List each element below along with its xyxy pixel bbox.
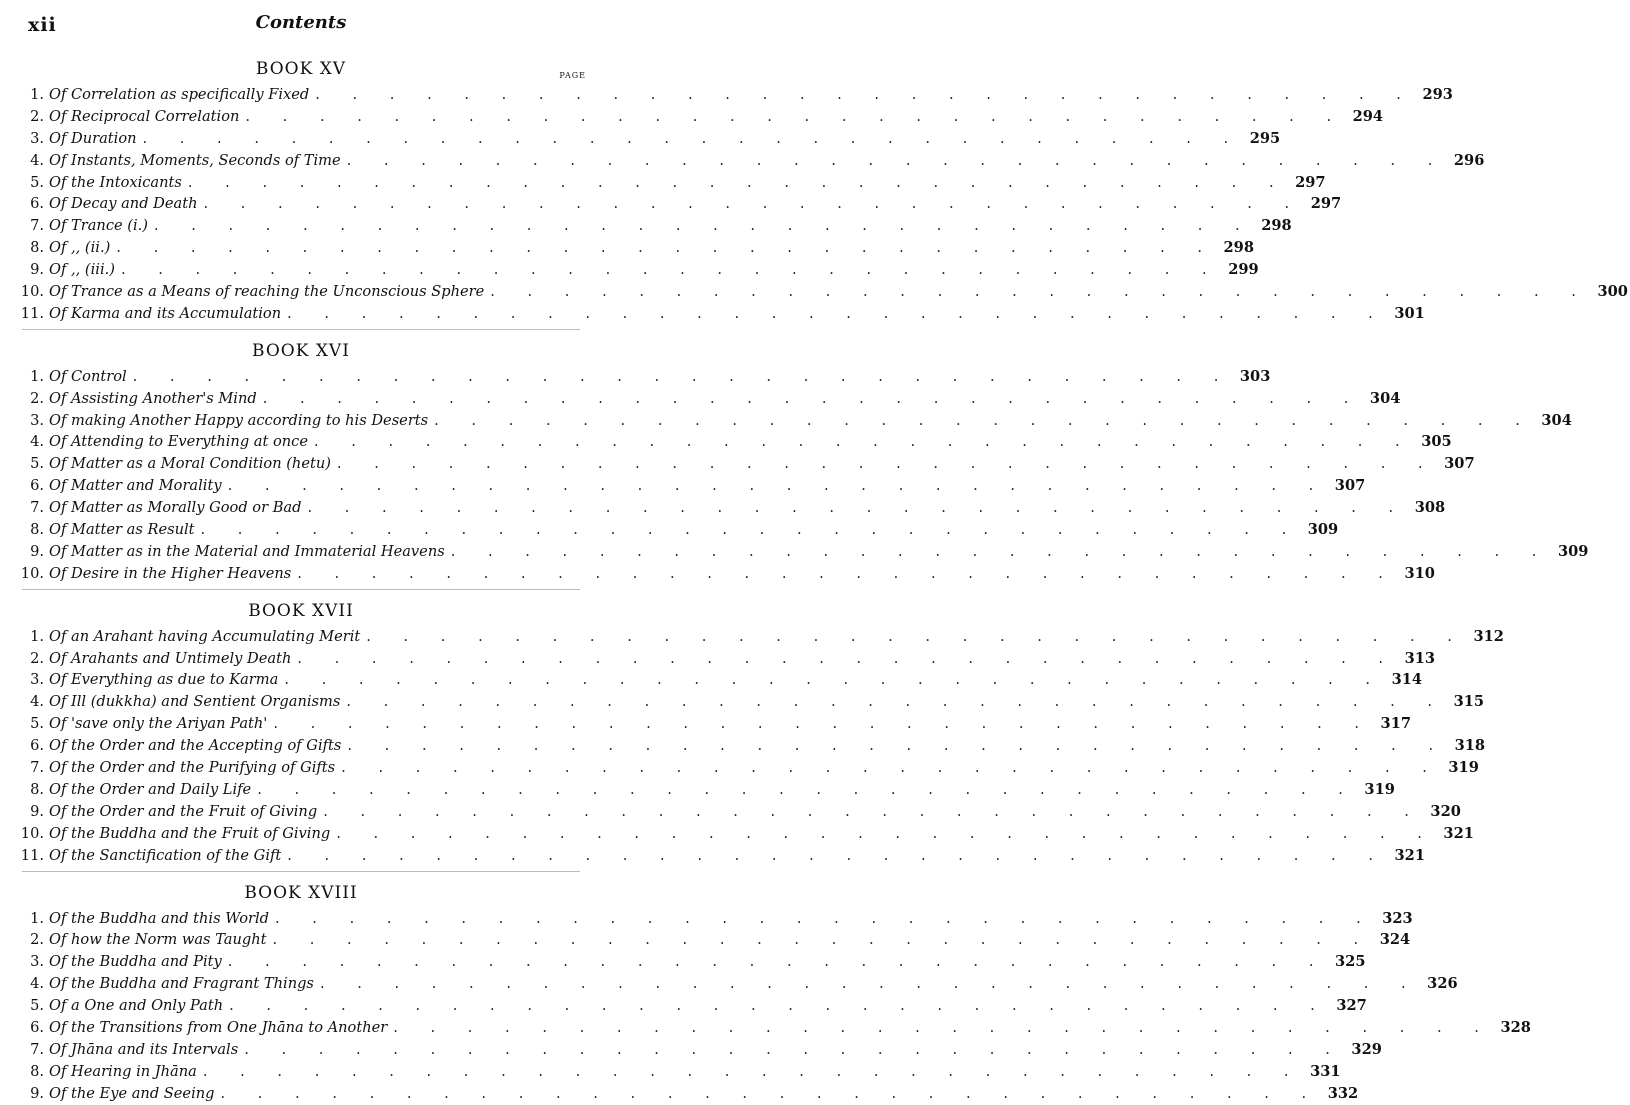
entry-title: Of ,, (ii.): [49, 239, 111, 257]
toc-entry: [14, 735, 1486, 757]
toc-books: [14, 54, 1628, 1105]
entry-title: Of the Order and Daily Life: [49, 780, 252, 798]
toc-entry: [14, 388, 1401, 410]
entry-number: 5.: [30, 715, 44, 733]
entry-page-number: 329: [1351, 1040, 1382, 1058]
toc-entry: [14, 150, 1485, 172]
toc-entry: [14, 1061, 1341, 1083]
book-heading: [14, 878, 588, 908]
dot-leader: . . . . . . . . . . . . . . . . . . . . . . . . . . . . . .: [314, 433, 1414, 451]
dot-leader: . . . . . . . . . . . . . . . . . . . . . . . . . . . . . .: [244, 1040, 1344, 1058]
dot-leader: . . . . . . . . . . . . . . . . . . . . . . . . . . . . . .: [346, 151, 1447, 169]
entry-number: 5.: [30, 173, 44, 191]
toc-entry: [14, 648, 1436, 670]
toc-entry: [14, 1017, 1531, 1039]
entry-title: Of Everything as due to Karma: [49, 671, 279, 689]
toc-entry: [14, 951, 1366, 973]
dot-leader: . . . . . . . . . . . . . . . . . . . . . . . . . . . . . .: [272, 931, 1373, 949]
entry-number: 4.: [30, 433, 44, 451]
book-section: [14, 871, 1531, 1105]
dot-leader: . . . . . . . . . . . . . . . . . . . . . . . . . . . . . .: [262, 389, 1363, 407]
entry-title: Of Matter and Morality: [49, 477, 222, 495]
dot-leader: . . . . . . . . . . . . . . . . . . . . . . . . . . . . . .: [347, 737, 1448, 755]
entry-title: Of Decay and Death: [49, 195, 198, 213]
entry-number: 11.: [20, 846, 44, 864]
entry-title: Of how the Norm was Taught: [49, 931, 267, 949]
toc-entry: [14, 626, 1504, 648]
book-heading: [14, 54, 588, 84]
toc-entry: [14, 669, 1423, 691]
entry-page-number: 294: [1352, 107, 1384, 125]
entry-title: Of Matter as a Moral Condition (hetu): [49, 455, 331, 473]
entry-page-number: 295: [1249, 129, 1281, 147]
entry-number: 3.: [30, 411, 44, 429]
toc-entry: [14, 366, 1271, 388]
entry-page-number: 310: [1404, 564, 1435, 582]
toc-entry: [14, 1083, 1359, 1105]
toc-entry: [14, 713, 1412, 735]
section-divider: [22, 589, 580, 590]
entry-page-number: 326: [1427, 975, 1458, 993]
dot-leader: . . . . . . . . . . . . . . . . . . . . . . . . . . . . . .: [200, 521, 1301, 539]
entry-number: 10.: [20, 564, 44, 582]
dot-leader: . . . . . . . . . . . . . . . . . . . . . . . . . . . . . .: [336, 455, 1437, 473]
dot-leader: . . . . . . . . . . . . . . . . . . . . . . . . . . . . . .: [116, 239, 1216, 257]
entry-number: 5.: [30, 455, 44, 473]
book-section: [14, 54, 1628, 325]
section-divider: [22, 329, 580, 330]
entry-page-number: 309: [1557, 542, 1589, 560]
book-section: [14, 589, 1504, 867]
entry-title: Of Desire in the Higher Heavens: [49, 564, 292, 582]
entry-number: 4.: [30, 693, 44, 711]
entry-title: Of the Sanctification of the Gift: [49, 846, 282, 864]
entry-page-number: 297: [1295, 173, 1326, 191]
entry-title: Of Correlation as specifically Fixed: [49, 86, 310, 103]
entry-page-number: 321: [1443, 824, 1474, 842]
dot-leader: . . . . . . . . . . . . . . . . . . . . . . . . . . . . . .: [142, 129, 1243, 147]
entry-number: 9.: [30, 261, 44, 279]
toc-entry: [14, 995, 1367, 1017]
entry-number: 2.: [30, 107, 44, 125]
entry-number: 3.: [30, 129, 44, 147]
entry-number: 7.: [30, 217, 44, 235]
entry-title: Of Control: [49, 367, 127, 385]
dot-leader: . . . . . . . . . . . . . . . . . . . . . . . . . . . . . .: [153, 217, 1254, 235]
entry-page-number: 331: [1310, 1062, 1341, 1080]
dot-leader: . . . . . . . . . . . . . . . . . . . . . . . . . . . . . .: [132, 367, 1233, 385]
entry-title: Of a One and Only Path: [49, 997, 224, 1015]
dot-leader: . . . . . . . . . . . . . . . . . . . . . . . . . . . . . .: [450, 542, 1551, 560]
dot-leader: . . . . . . . . . . . . . . . . . . . . . . . . . . . . . .: [202, 1062, 1303, 1080]
entry-page-number: 300: [1597, 283, 1628, 301]
entry-title: Of Jhāna and its Intervals: [49, 1040, 239, 1058]
running-title: Contents: [255, 12, 347, 33]
entry-title: Of an Arahant having Accumulating Merit: [49, 627, 361, 645]
entry-page-number: 317: [1380, 715, 1412, 733]
entry-title: Of Attending to Everything at once: [49, 433, 308, 451]
page-number: xii: [28, 14, 57, 36]
dot-leader: . . . . . . . . . . . . . . . . . . . . . . . . . . . . . .: [323, 802, 1423, 820]
toc-entry: [14, 431, 1452, 453]
dot-leader: . . . . . . . . . . . . . . . . . . . . . . . . . . . . . .: [227, 953, 1328, 971]
dot-leader: . . . . . . . . . . . . . . . . . . . . . . . . . . . . . .: [275, 909, 1375, 927]
entry-number: 1.: [30, 909, 44, 927]
section-divider: [22, 871, 580, 872]
entry-page-number: 309: [1307, 521, 1339, 539]
book-title: BOOK XVII: [248, 600, 354, 621]
entry-page-number: 324: [1379, 931, 1411, 949]
entry-page-number: 298: [1223, 239, 1254, 257]
dot-leader: . . . . . . . . . . . . . . . . . . . . . . . . . . . . . .: [346, 693, 1447, 711]
entry-title: Of Assisting Another's Mind: [49, 389, 257, 407]
entry-number: 3.: [30, 671, 44, 689]
entry-page-number: 307: [1444, 455, 1475, 473]
entry-title: Of the Order and the Fruit of Giving: [49, 802, 318, 820]
dot-leader: . . . . . . . . . . . . . . . . . . . . . . . . . . . . . .: [203, 195, 1304, 213]
entry-page-number: 328: [1500, 1018, 1531, 1036]
toc-entry: [14, 475, 1366, 497]
entry-number: 8.: [30, 1062, 44, 1080]
entry-number: 10.: [20, 824, 44, 842]
dot-leader: . . . . . . . . . . . . . . . . . . . . . . . . . . . . . .: [336, 824, 1436, 842]
entry-number: 7.: [30, 759, 44, 777]
toc-entry: [14, 215, 1292, 237]
dot-leader: . . . . . . . . . . . . . . . . . . . . . . . . . . . . . .: [366, 627, 1466, 645]
entry-page-number: 296: [1453, 151, 1485, 169]
entry-title: Of Matter as Morally Good or Bad: [49, 499, 302, 517]
toc-entry: [14, 303, 1425, 325]
toc-entry: [14, 453, 1475, 475]
entry-page-number: 313: [1404, 649, 1436, 667]
entry-page-number: 319: [1364, 780, 1395, 798]
toc-entry: [14, 541, 1589, 563]
entry-number: 6.: [30, 1018, 44, 1036]
entry-page-number: 305: [1421, 433, 1452, 451]
entry-page-number: 304: [1369, 389, 1401, 407]
entry-page-number: 327: [1336, 997, 1367, 1015]
toc-entry: [14, 929, 1411, 951]
entry-number: 11.: [20, 304, 44, 322]
toc-entry: [14, 193, 1342, 215]
entry-page-number: 320: [1430, 802, 1461, 820]
dot-leader: . . . . . . . . . . . . . . . . . . . . . . . . . . . . . .: [307, 499, 1408, 517]
entry-title: Of Matter as in the Material and Immaterial Heavens: [49, 542, 445, 560]
dot-leader: . . . . . . . . . . . . . . . . . . . . . . . . . . . . . .: [287, 304, 1387, 322]
entry-number: 9.: [30, 802, 44, 820]
entry-title: Of the Eye and Seeing: [49, 1084, 215, 1102]
toc-entry: [14, 691, 1485, 713]
entry-page-number: 299: [1228, 261, 1259, 279]
entry-title: Of Instants, Moments, Seconds of Time: [49, 151, 341, 169]
entry-page-number: 314: [1391, 671, 1423, 689]
dot-leader: . . . . . . . . . . . . . . . . . . . . . . . . . . . . . .: [297, 649, 1398, 667]
toc-entry: [14, 845, 1425, 867]
entry-title: Of the Buddha and this World: [49, 909, 270, 927]
toc-entry: [14, 410, 1572, 432]
entry-number: 2.: [30, 649, 44, 667]
entry-page-number: 307: [1334, 477, 1366, 495]
dot-leader: . . . . . . . . . . . . . . . . . . . . . . . . . . . . . .: [227, 477, 1328, 495]
book-section: [14, 329, 1589, 585]
dot-leader: . . . . . . . . . . . . . . . . . . . . . . . . . . . . . .: [490, 283, 1590, 301]
entry-title: Of the Order and the Accepting of Gifts: [49, 737, 342, 755]
book-heading: [14, 336, 588, 366]
entry-title: Of the Buddha and the Fruit of Giving: [49, 824, 331, 842]
dot-leader: . . . . . . . . . . . . . . . . . . . . . . . . . . . . . .: [220, 1084, 1321, 1102]
entry-number: 8.: [30, 239, 44, 257]
entry-number: 9.: [30, 542, 44, 560]
entry-title: Of the Order and the Purifying of Gifts: [49, 759, 336, 777]
entry-number: 2.: [30, 389, 44, 407]
entry-page-number: 303: [1239, 367, 1271, 385]
entry-title: Of the Buddha and Pity: [49, 953, 222, 971]
entry-title: Of Duration: [49, 129, 137, 147]
entry-page-number: 321: [1394, 846, 1425, 864]
dot-leader: . . . . . . . . . . . . . . . . . . . . . . . . . . . . . .: [284, 671, 1385, 689]
entry-title: Of ,, (iii.): [49, 261, 115, 279]
entry-title: Of Arahants and Untimely Death: [49, 649, 292, 667]
entry-number: 1.: [30, 627, 44, 645]
entry-number: 4.: [30, 151, 44, 169]
entry-number: 4.: [30, 975, 44, 993]
entry-number: 6.: [30, 737, 44, 755]
toc-entry: [14, 801, 1461, 823]
entry-page-number: 325: [1335, 953, 1366, 971]
entry-title: Of Reciprocal Correlation: [49, 107, 240, 125]
entry-number: 8.: [30, 521, 44, 539]
toc-entry: [14, 84, 1453, 106]
dot-leader: . . . . . . . . . . . . . . . . . . . . . . . . . . . . . .: [297, 564, 1397, 582]
entry-page-number: 319: [1448, 759, 1479, 777]
toc-entry: [14, 908, 1413, 930]
entry-page-number: 323: [1382, 909, 1413, 927]
entry-number: 2.: [30, 931, 44, 949]
toc-entry: [14, 519, 1339, 541]
entry-page-number: 297: [1310, 195, 1342, 213]
entry-page-number: 308: [1414, 499, 1446, 517]
dot-leader: . . . . . . . . . . . . . . . . . . . . . . . . . . . . . .: [257, 780, 1357, 798]
dot-leader: . . . . . . . . . . . . . . . . . . . . . . . . . . . . . .: [229, 997, 1329, 1015]
dot-leader: . . . . . . . . . . . . . . . . . . . . . . . . . . . . . .: [187, 173, 1288, 191]
entry-page-number: 304: [1541, 411, 1572, 429]
toc-entry: [14, 823, 1474, 845]
entry-number: 6.: [30, 477, 44, 495]
book-title: BOOK XVIII: [244, 882, 358, 903]
dot-leader: . . . . . . . . . . . . . . . . . . . . . . . . . . . . . .: [319, 975, 1420, 993]
entry-title: Of Hearing in Jhāna: [49, 1062, 197, 1080]
toc-entry: [14, 172, 1326, 194]
entry-title: Of Trance (i.): [49, 217, 148, 235]
entry-number: 1.: [30, 367, 44, 385]
entry-number: 1.: [30, 86, 44, 103]
entry-page-number: 318: [1454, 737, 1486, 755]
toc-entry: [14, 259, 1259, 281]
entry-title: Of the Transitions from One Jhāna to Another: [49, 1018, 388, 1036]
toc-entry: [14, 563, 1435, 585]
entry-page-number: 332: [1327, 1084, 1359, 1102]
toc-entry: [14, 779, 1395, 801]
book-heading: [14, 596, 588, 626]
entry-number: 3.: [30, 953, 44, 971]
toc-entry: [14, 757, 1479, 779]
entry-title: Of Karma and its Accumulation: [49, 304, 282, 322]
entry-page-number: 312: [1473, 627, 1504, 645]
dot-leader: . . . . . . . . . . . . . . . . . . . . . . . . . . . . . .: [315, 86, 1415, 103]
book-title: BOOK XVI: [252, 340, 350, 361]
toc-entry: [14, 497, 1446, 519]
entry-page-number: 293: [1422, 86, 1453, 103]
entry-title: Of the Intoxicants: [49, 173, 182, 191]
dot-leader: . . . . . . . . . . . . . . . . . . . . . . . . . . . . . .: [287, 846, 1387, 864]
entry-title: Of Trance as a Means of reaching the Unconscious Sphere: [49, 283, 485, 301]
page-column-label: PAGE: [559, 71, 586, 80]
entry-page-number: 301: [1394, 304, 1425, 322]
book-title: BOOK XV: [255, 59, 347, 79]
dot-leader: . . . . . . . . . . . . . . . . . . . . . . . . . . . . . .: [434, 411, 1534, 429]
toc-entry: [14, 1039, 1382, 1061]
toc-entry: [14, 973, 1458, 995]
entry-number: 5.: [30, 997, 44, 1015]
dot-leader: . . . . . . . . . . . . . . . . . . . . . . . . . . . . . .: [120, 261, 1221, 279]
entry-number: 8.: [30, 780, 44, 798]
entry-number: 10.: [20, 283, 44, 301]
entry-title: Of 'save only the Ariyan Path': [49, 715, 268, 733]
entry-number: 9.: [30, 1084, 44, 1102]
entry-title: Of Matter as Result: [49, 521, 195, 539]
entry-number: 7.: [30, 1040, 44, 1058]
toc-entry: [14, 128, 1281, 150]
toc-entry: [14, 106, 1384, 128]
entry-number: 7.: [30, 499, 44, 517]
entry-title: Of making Another Happy according to his Deserts: [49, 411, 429, 429]
entry-page-number: 298: [1261, 217, 1292, 235]
toc-entry: [14, 281, 1628, 303]
toc-entry: [14, 237, 1254, 259]
dot-leader: . . . . . . . . . . . . . . . . . . . . . . . . . . . . . .: [393, 1018, 1493, 1036]
entry-number: 6.: [30, 195, 44, 213]
dot-leader: . . . . . . . . . . . . . . . . . . . . . . . . . . . . . .: [245, 107, 1346, 125]
entry-title: Of the Buddha and Fragrant Things: [49, 975, 314, 993]
dot-leader: . . . . . . . . . . . . . . . . . . . . . . . . . . . . . .: [341, 759, 1441, 777]
dot-leader: . . . . . . . . . . . . . . . . . . . . . . . . . . . . . .: [273, 715, 1374, 733]
entry-title: Of Ill (dukkha) and Sentient Organisms: [49, 693, 341, 711]
page-header: [14, 8, 588, 38]
entry-page-number: 315: [1453, 693, 1485, 711]
